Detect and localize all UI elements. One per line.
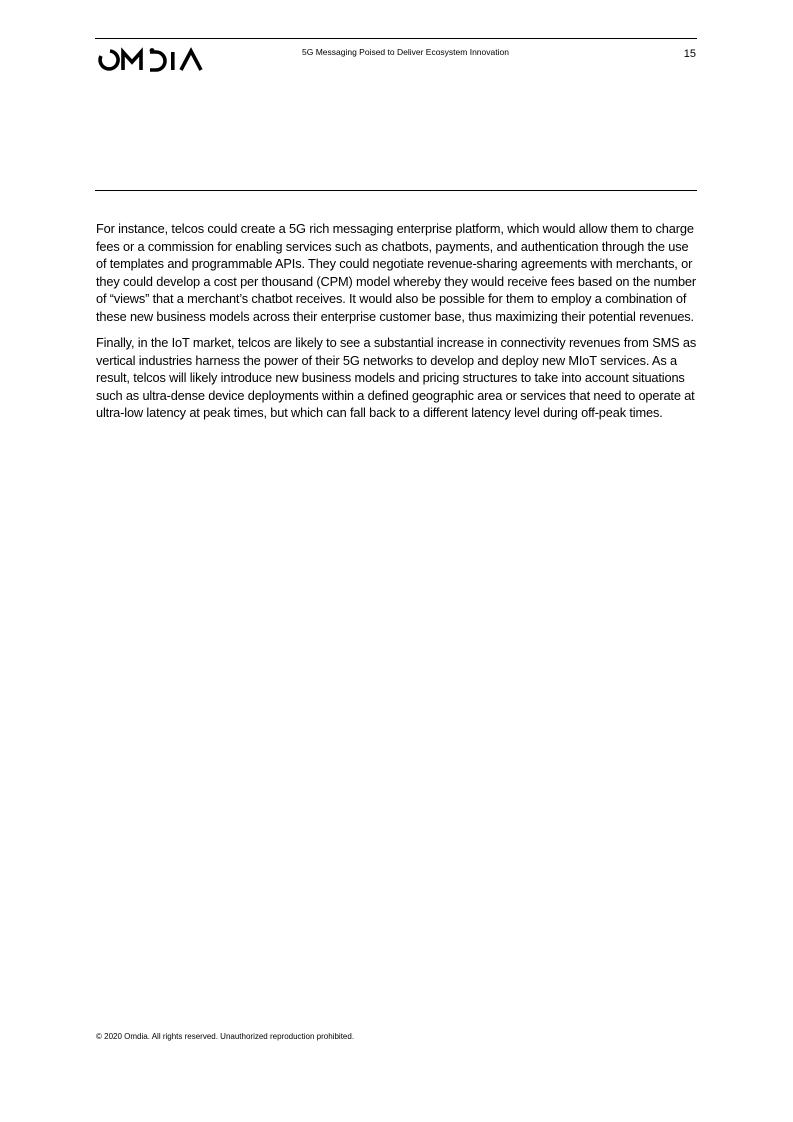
footer-copyright: © 2020 Omdia. All rights reserved. Unauthorized reproduction prohibited.	[96, 1032, 355, 1041]
omdia-logo	[96, 47, 204, 73]
header-title: 5G Messaging Poised to Deliver Ecosystem Innovation	[302, 47, 509, 57]
paragraph-iot-market: Finally, in the IoT market, telcos are likely to see a substantial increase in connectivity revenues from SMS as vertical industries harness the power of their 5G networks to develop and deploy new MIoT services. As a result, telcos will likely introduce new business models and pricing structures to take into account situations such as ultra-dense device deployments within a defined geographic area or services that need to operate at ultra-low latency at peak times, but which can fall back to a different latency level during off-peak times.	[96, 335, 697, 420]
page-number: 15	[683, 48, 696, 60]
body-text	[96, 220, 700, 431]
omdia-logo-mark	[96, 47, 204, 73]
header-top-rule	[95, 38, 697, 39]
section-divider	[95, 190, 697, 191]
paragraph-business-models: For instance, telcos could create a 5G rich messaging enterprise platform, which would allow them to charge fees or a commission for enabling services such as chatbots, payments, and authentication through the use of templates and programmable APIs. They could negotiate revenue-sharing agreements with merchants, or they could develop a cost per thousand (CPM) model whereby they would receive fees based on the number of “views” that a merchant’s chatbot receives. It would also be possible for them to employ a combination of these new business models across their enterprise customer base, thus maximizing their potential revenues.	[96, 221, 697, 324]
